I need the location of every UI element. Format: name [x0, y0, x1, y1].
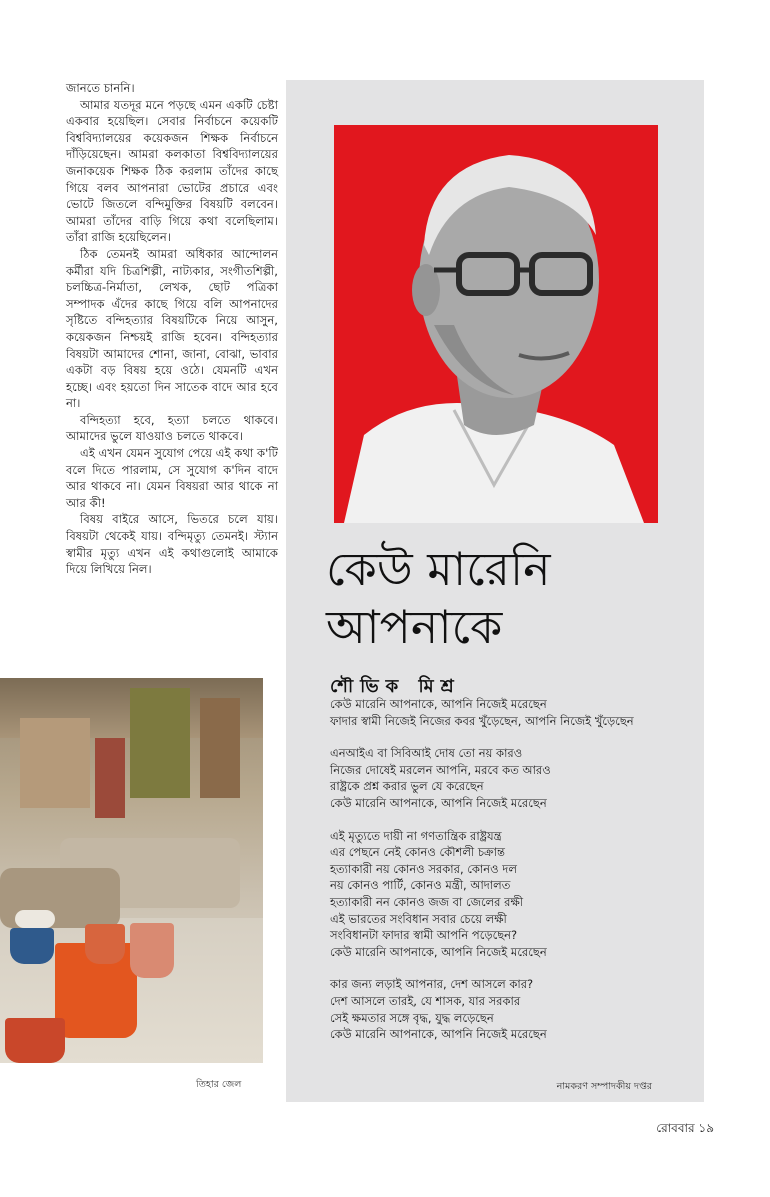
poem-line: কার জন্য লড়াই আপনার, দেশ আসলে কার? [330, 977, 534, 992]
poem-stanza [330, 976, 690, 1042]
poem-line: সেই ক্ষমতার সঙ্গে বৃদ্ধ, যুদ্ধ লড়েছেন [330, 1010, 494, 1025]
page-footer: রোববার ১৯ [656, 1121, 714, 1135]
hanging-cloth [95, 738, 125, 818]
poem-line: কেউ মারেনি আপনাকে, আপনি নিজেই মরেছেন [330, 697, 547, 711]
photo-caption: তিহার জেল [196, 1079, 242, 1090]
poem-line: হত্যাকারী নন কোনও জজ বা জেলের রক্ষী [330, 894, 524, 909]
poem-line: এই ভারতের সংবিধান সবার চেয়ে লক্ষী [330, 911, 507, 926]
poem-line: এই মৃত্যুতে দায়ী না গণতান্ত্রিক রাষ্ট্রযন্ত্র [330, 828, 502, 843]
poem-stanza [330, 828, 690, 961]
hanging-cloth [130, 688, 190, 798]
portrait-illustration [334, 125, 658, 523]
poem-line: এর পেছনে নেই কোনও কৌশলী চক্রান্ত [330, 845, 505, 860]
poem-line: কেউ মারেনি আপনাকে, আপনি নিজেই মরেছেন [330, 944, 547, 959]
blue-bucket [10, 928, 54, 964]
white-bowl [15, 910, 55, 928]
poem-line: নিজের দোষেই মরলেন আপনি, মরবে কত আরও [330, 762, 551, 777]
bucket [5, 1018, 65, 1063]
poem-stanza [330, 696, 690, 729]
poem-title [326, 540, 686, 656]
poem-line: রাষ্ট্রকে প্রশ্ন করার ভুল যে করেছেন [330, 779, 484, 794]
poem-body [330, 696, 690, 1059]
poem-line: ফাদার স্বামী নিজেই নিজের কবর খুঁড়েছেন, আপনি নিজেই খুঁড়েছেন [330, 713, 634, 728]
bucket [85, 924, 125, 964]
left-article [66, 80, 278, 578]
poem-line: দেশ আসলে তারই, যে শাসক, যার সরকার [330, 993, 521, 1008]
article-paragraph: বন্দিহত্যা হবে, হত্যা চলতে থাকবে। আমাদের ভুলে যাওয়াও চলতে থাকবে। [66, 412, 278, 444]
portrait-photo [334, 125, 658, 523]
hanging-cloth [200, 698, 240, 798]
poem-line: হত্যাকারী নয় কোনও সরকার, কোনও দল [330, 861, 517, 876]
article-paragraph: ঠিক তেমনই আমরা অধিকার আন্দোলন কর্মীরা যদি চিত্রশিল্পী, নাট্যকার, সংগীতশিল্পী, চলচ্চিত্র-নির্মাতা, লেখক, ছোট পত্রিকা সম্পাদক এঁদের কাছে গিয়ে বলি আপনাদের সৃষ্টিতে বন্দিহত্যার বিষয়টিকে নিয়ে আসুন, কয়েকজন নিশ্চয়ই রাজি হবেন। বন্দিহত্যার বিষয়টা আমাদের শোনা, জানা, বোঝা, ভাবার একটা বড় বিষয় হয়ে ওঠে। যেমনটি এখন হচ্ছে। এবং হয়তো দিন সাতেক বাদে আর হবে না। [66, 246, 278, 411]
article-paragraph: বিষয় বাইরে আসে, ভিতরে চলে যায়। বিষয়টা থেকেই যায়। বন্দিমৃত্যু তেমনই। স্ট্যান স্বামীর মৃত্যু এখন এই কথাগুলোই আমাকে দিয়ে লিখিয়ে নিল। [66, 512, 278, 577]
article-paragraph: এই এখন যেমন সুযোগ পেয়ে এই কথা ক'টি বলে দিতে পারলাম, সে সুযোগ ক'দিন বাদে আর থাকবে না। যেমন বিষয়রা আর থাকে না আর কী! [66, 446, 278, 510]
poem-panel [286, 80, 704, 1102]
poem-title-line: কেউ মারেনি [326, 542, 551, 596]
article-paragraph: জানতে চাননি। [66, 81, 135, 95]
hanging-cloth [20, 718, 90, 808]
poem-line: কেউ মারেনি আপনাকে, আপনি নিজেই মরেছেন [330, 795, 547, 810]
poem-stanza [330, 745, 690, 811]
bucket [130, 923, 174, 978]
poem-line: কেউ মারেনি আপনাকে, আপনি নিজেই মরেছেন [330, 1027, 547, 1042]
jail-photo [0, 678, 263, 1063]
poem-line: নয় কোনও পার্টি, কোনও মন্ত্রী, আদালত [330, 878, 511, 893]
poem-line: এনআইএ বা সিবিআই দোষ তো নয় কারও [330, 746, 523, 761]
poem-title-line: আপনাকে [326, 600, 503, 654]
poem-author: শৌভিক মিশ্র [330, 676, 461, 697]
credit-line: নামকরণ সম্পাদকীয় দপ্তর [556, 1081, 652, 1092]
article-paragraph: আমার যতদূর মনে পড়ছে এমন একটি চেষ্টা একবার হয়েছিল। সেবার নির্বাচনে কয়েকটি বিশ্ববিদ্যালয়ের কয়েকজন শিক্ষক নির্বাচনে দাঁড়িয়েছেন। আমরা কলকাতা বিশ্ববিদ্যালয়ের জনাকয়েক শিক্ষক ঠিক করলাম তাঁদের কাছে গিয়ে বলব আপনারা ভোটের প্রচারে এবং ভোটে জিতলে বন্দিমুক্তির বিষয়টি বলবেন। আমরা তাঁদের বাড়ি গিয়ে কথা বলেছিলাম। তাঁরা রাজি হয়েছিলেন। [66, 97, 278, 245]
poem-line: সংবিধানটা ফাদার স্বামী আপনি পড়েছেন? [330, 928, 518, 943]
